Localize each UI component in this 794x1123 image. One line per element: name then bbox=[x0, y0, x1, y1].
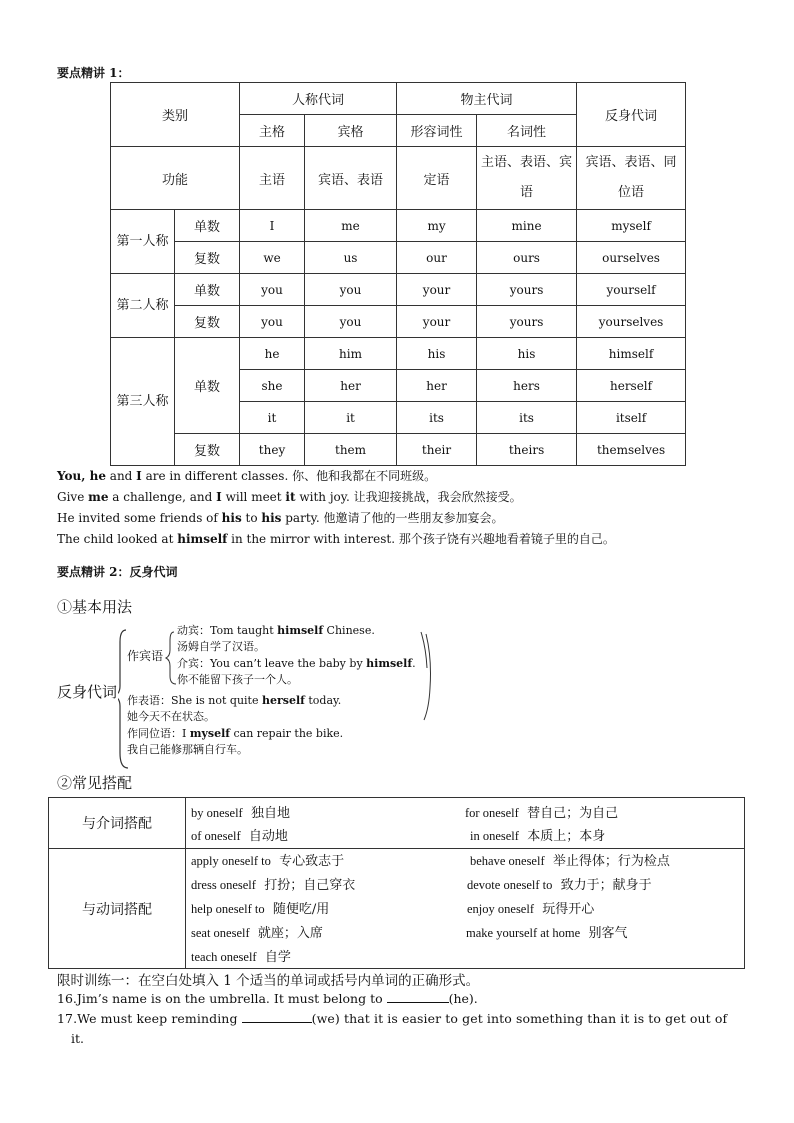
cell: your bbox=[397, 306, 477, 338]
cell: you bbox=[240, 306, 305, 338]
as-object-label: 作宾语 bbox=[127, 649, 164, 663]
func-reflexive: 宾语、表语、同位语 bbox=[577, 147, 686, 210]
cell: your bbox=[397, 274, 477, 306]
example-2: Give me a challenge, and I will meet it with joy. 让我迎接挑战，我会欣然接受。 bbox=[57, 490, 522, 504]
example-1: You, he and I are in different classes. 你、他和我都在不同班级。 bbox=[57, 469, 437, 483]
verb-category: 与动词搭配 bbox=[49, 849, 186, 969]
collocation-item: devote oneself to 致力于；献身于 bbox=[467, 878, 652, 893]
collocation-item: enjoy oneself 玩得开心 bbox=[467, 902, 595, 917]
cell: yours bbox=[477, 306, 577, 338]
number-label: 单数 bbox=[175, 338, 240, 434]
cell: their bbox=[397, 434, 477, 466]
collocation-item: help oneself to 随便吃/用 bbox=[191, 902, 330, 917]
cell: hers bbox=[477, 370, 577, 402]
cell: himself bbox=[577, 338, 686, 370]
cell: he bbox=[240, 338, 305, 370]
verb-object-example: 动宾：Tom taught himself Chinese. bbox=[177, 624, 375, 637]
cell: our bbox=[397, 242, 477, 274]
cell: mine bbox=[477, 210, 577, 242]
cell: themselves bbox=[577, 434, 686, 466]
section1-title: 要点精讲 1： bbox=[57, 66, 130, 80]
collocation-item: dress oneself 打扮；自己穿衣 bbox=[191, 878, 356, 893]
verb-object-translation: 汤姆自学了汉语。 bbox=[177, 640, 265, 653]
func-noun: 主语、表语、宾语 bbox=[477, 147, 577, 210]
cell: yourself bbox=[577, 274, 686, 306]
cell: itself bbox=[577, 402, 686, 434]
number-label: 复数 bbox=[175, 242, 240, 274]
cell: his bbox=[477, 338, 577, 370]
first-person: 第一人称 bbox=[111, 210, 175, 274]
header-possessive: 物主代词 bbox=[397, 83, 577, 115]
cell: she bbox=[240, 370, 305, 402]
cell: you bbox=[305, 274, 397, 306]
cell: it bbox=[240, 402, 305, 434]
collocation-item: by oneself 独自地 bbox=[191, 806, 291, 821]
collocation-item: behave oneself 举止得体；行为检点 bbox=[470, 854, 670, 869]
cell: ourselves bbox=[577, 242, 686, 274]
pronoun-table bbox=[110, 82, 686, 466]
example-4: The child looked at himself in the mirror with interest. 那个孩子饶有兴趣地看着镜子里的自己。 bbox=[57, 532, 615, 546]
collocation-item: teach oneself 自学 bbox=[191, 950, 291, 965]
cell: them bbox=[305, 434, 397, 466]
prep-object-example: 介宾：You can’t leave the baby by himself. bbox=[177, 657, 416, 670]
example-3: He invited some friends of his to his party. 他邀请了他的一些朋友参加宴会。 bbox=[57, 511, 504, 525]
number-label: 复数 bbox=[175, 306, 240, 338]
cell: me bbox=[305, 210, 397, 242]
cell: theirs bbox=[477, 434, 577, 466]
predicative-example: 作表语：She is not quite herself today. bbox=[127, 694, 342, 707]
third-person: 第三人称 bbox=[111, 338, 175, 466]
appositive-example: 作同位语：I myself can repair the bike. bbox=[127, 727, 344, 740]
func-object: 宾语、表语 bbox=[305, 147, 397, 210]
cell: we bbox=[240, 242, 305, 274]
header-object: 宾格 bbox=[305, 115, 397, 147]
cell: its bbox=[397, 402, 477, 434]
collocation-item: seat oneself 就座；入席 bbox=[191, 926, 323, 941]
second-person: 第二人称 bbox=[111, 274, 175, 338]
cell: her bbox=[397, 370, 477, 402]
basic-usage-heading: ①基本用法 bbox=[57, 598, 133, 616]
collocation-item: make yourself at home 别客气 bbox=[466, 926, 628, 941]
predicative-translation: 她今天不在状态。 bbox=[127, 710, 215, 723]
question-16: 16.Jim’s name is on the umbrella. It must belong to (he). bbox=[57, 991, 478, 1006]
cell: it bbox=[305, 402, 397, 434]
header-noun: 名词性 bbox=[477, 115, 577, 147]
question-17-continued: it. bbox=[71, 1031, 84, 1046]
cell: yourselves bbox=[577, 306, 686, 338]
header-category: 类别 bbox=[111, 83, 240, 147]
cell: you bbox=[240, 274, 305, 306]
cell: his bbox=[397, 338, 477, 370]
number-label: 复数 bbox=[175, 434, 240, 466]
appositive-translation: 我自己能修那辆自行车。 bbox=[127, 743, 248, 756]
cell: us bbox=[305, 242, 397, 274]
header-personal: 人称代词 bbox=[240, 83, 397, 115]
cell: my bbox=[397, 210, 477, 242]
cell: they bbox=[240, 434, 305, 466]
question-17: 17.We must keep reminding (we) that it is easier to get into something than it is to get out of bbox=[57, 1011, 728, 1026]
answer-blank-16[interactable] bbox=[387, 990, 449, 1003]
cell: ours bbox=[477, 242, 577, 274]
header-adj: 形容词性 bbox=[397, 115, 477, 147]
header-subject: 主格 bbox=[240, 115, 305, 147]
reflexive-root-label: 反身代词 bbox=[57, 683, 118, 701]
collocation-item: apply oneself to 专心致志于 bbox=[191, 854, 345, 869]
cell: you bbox=[305, 306, 397, 338]
collocation-item: of oneself 自动地 bbox=[191, 829, 288, 844]
func-label: 功能 bbox=[111, 147, 240, 210]
answer-blank-17[interactable] bbox=[242, 1010, 312, 1023]
cell: yours bbox=[477, 274, 577, 306]
collocation-item: for oneself 替自己；为自己 bbox=[465, 806, 619, 821]
cell: him bbox=[305, 338, 397, 370]
cell: its bbox=[477, 402, 577, 434]
func-adj: 定语 bbox=[397, 147, 477, 210]
header-reflexive: 反身代词 bbox=[577, 83, 686, 147]
cell: I bbox=[240, 210, 305, 242]
cell: herself bbox=[577, 370, 686, 402]
number-label: 单数 bbox=[175, 274, 240, 306]
cell: her bbox=[305, 370, 397, 402]
collocations-heading: ②常见搭配 bbox=[57, 774, 133, 792]
number-label: 单数 bbox=[175, 210, 240, 242]
func-subject: 主语 bbox=[240, 147, 305, 210]
prep-object-translation: 你不能留下孩子一个人。 bbox=[177, 673, 298, 686]
section2-title: 要点精讲 2：反身代词 bbox=[57, 565, 178, 579]
cell: myself bbox=[577, 210, 686, 242]
prep-category: 与介词搭配 bbox=[49, 798, 186, 849]
collocation-item: in oneself 本质上；本身 bbox=[470, 829, 606, 844]
practice-title: 限时训练一：在空白处填入 1 个适当的单词或括号内单词的正确形式。 bbox=[57, 973, 480, 989]
